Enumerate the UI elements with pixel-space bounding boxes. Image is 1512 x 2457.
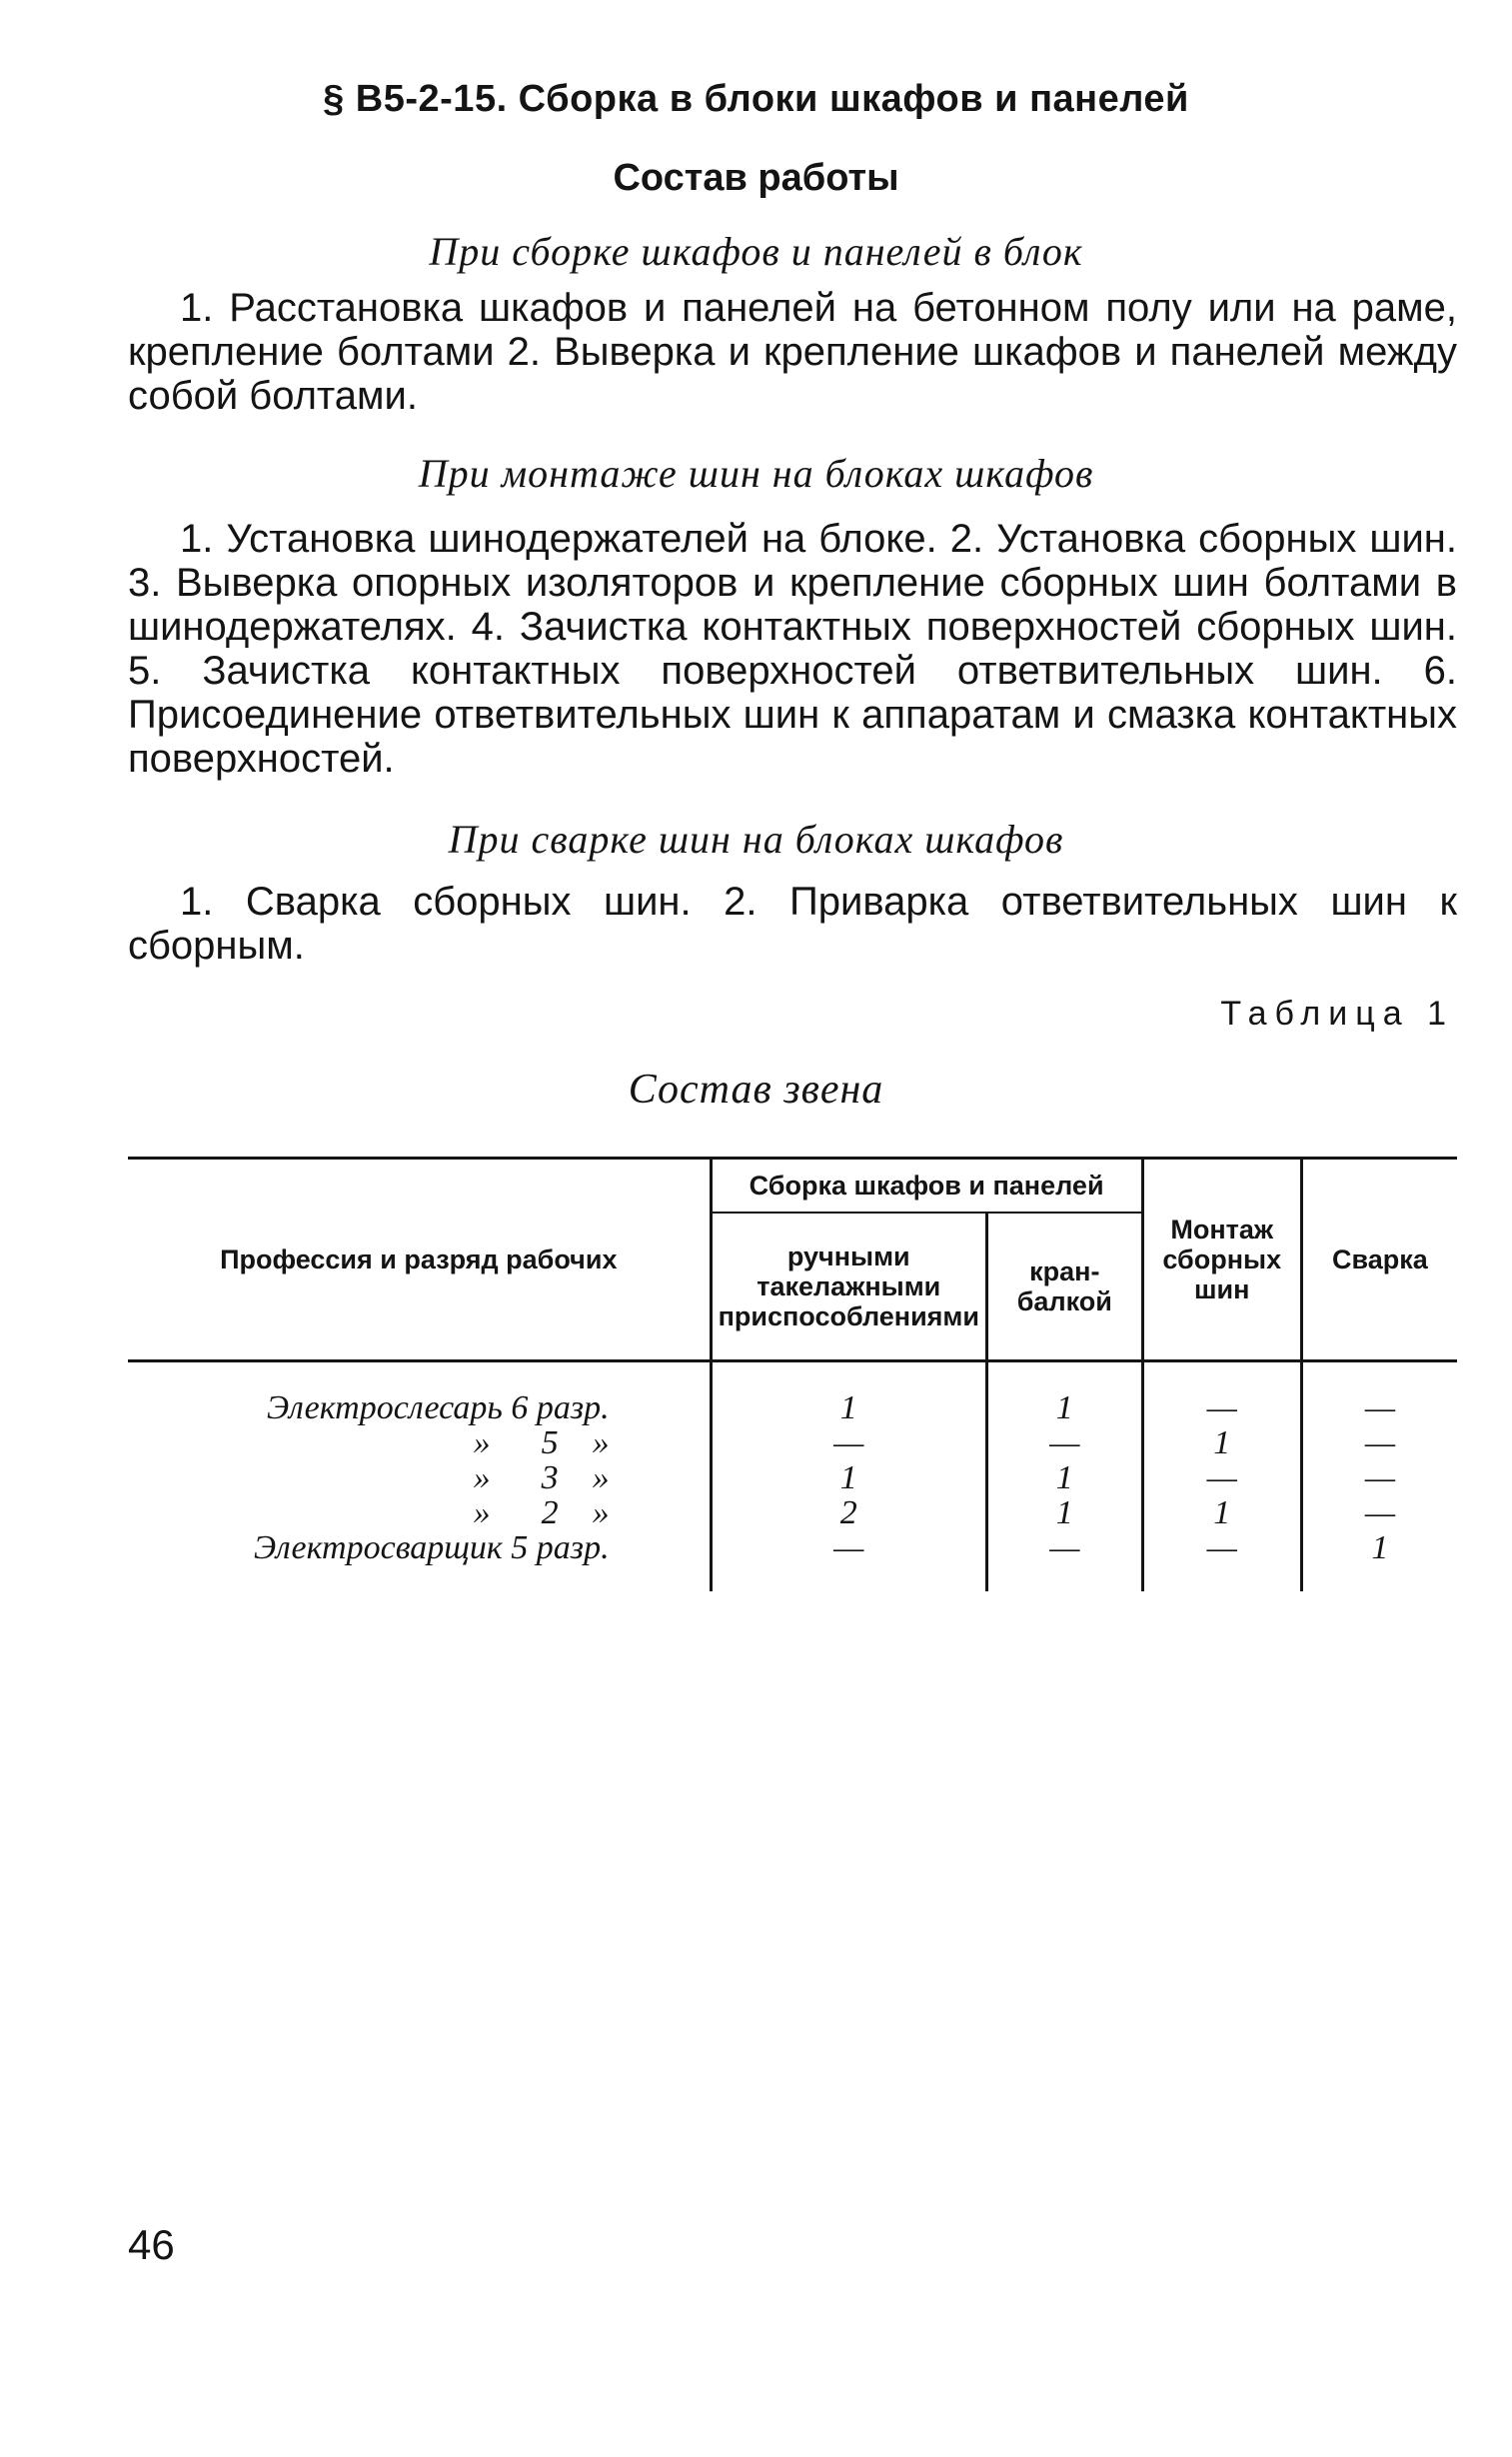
cell-welding: — — [1301, 1361, 1457, 1426]
header-bus-mounting: Монтаж сборных шин — [1142, 1159, 1301, 1361]
row-profession: » 5 » — [473, 1424, 610, 1461]
cell-crane: 1 — [986, 1460, 1142, 1495]
table-row — [128, 1460, 1457, 1495]
page-number: 46 — [128, 2221, 175, 2268]
subtitle-assembly: При сборке шкафов и панелей в блок — [429, 229, 1083, 274]
table-caption: Состав звена — [628, 1067, 884, 1113]
header-profession: Профессия и разряд рабочих — [128, 1159, 711, 1361]
cell-crane: — — [986, 1530, 1142, 1591]
header-assembly-group: Сборка шкафов и панелей — [711, 1159, 1142, 1214]
cell-welding: — — [1301, 1495, 1457, 1530]
table-row — [128, 1495, 1457, 1530]
paragraph-bus-mounting: 1. Установка шинодержателей на блоке. 2. Установка сборных шин. 3. Выверка опорных изоляторов и крепление сборных шин болтами в шинодержателях. 4. Зачистка контактных поверхностей сборных шин. 5. Зачистка контактных поверхностей ответвительных шин. 6. Присоединение ответвительных шин к аппаратам и смазка контактных поверхностей. — [128, 517, 1457, 781]
subtitle-bus-mounting: При монтаже шин на блоках шкафов — [418, 451, 1094, 496]
section-title: § В5-2-15. Сборка в блоки шкафов и панелей — [323, 78, 1189, 120]
row-profession: Электросварщик 5 разр. — [253, 1529, 610, 1566]
header-welding: Сварка — [1301, 1159, 1457, 1361]
work-title: Состав работы — [613, 157, 899, 199]
table-row — [128, 1361, 1457, 1426]
cell-welding: 1 — [1301, 1530, 1457, 1591]
crew-table — [128, 1157, 1457, 1591]
table-label: Таблица 1 — [1220, 995, 1454, 1033]
header-crane-beam: кран-балкой — [986, 1213, 1142, 1361]
subtitle-welding: При сварке шин на блоках шкафов — [448, 817, 1064, 862]
row-profession: Электрослесарь 6 разр. — [266, 1389, 610, 1426]
cell-manual: 1 — [711, 1361, 986, 1426]
cell-crane: 1 — [986, 1495, 1142, 1530]
cell-bus: 1 — [1142, 1495, 1301, 1530]
row-profession: » 2 » — [473, 1494, 610, 1531]
paragraph-assembly: 1. Расстановка шкафов и панелей на бетонном полу или на раме, крепление болтами 2. Выверка и крепление шкафов и панелей между собой болтами. — [128, 286, 1457, 418]
cell-crane: 1 — [986, 1361, 1142, 1426]
cell-manual: — — [711, 1425, 986, 1460]
row-profession: » 3 » — [473, 1459, 610, 1496]
cell-welding: — — [1301, 1425, 1457, 1460]
cell-bus: — — [1142, 1530, 1301, 1591]
cell-crane: — — [986, 1425, 1142, 1460]
cell-bus: — — [1142, 1361, 1301, 1426]
cell-manual: 2 — [711, 1495, 986, 1530]
table-row — [128, 1530, 1457, 1591]
cell-manual: 1 — [711, 1460, 986, 1495]
cell-bus: 1 — [1142, 1425, 1301, 1460]
cell-bus: — — [1142, 1460, 1301, 1495]
paragraph-welding: 1. Сварка сборных шин. 2. Приварка ответвительных шин к сборным. — [128, 880, 1457, 968]
cell-manual: — — [711, 1530, 986, 1591]
header-manual-tools: ручными такелажными приспособлениями — [711, 1213, 986, 1361]
cell-welding: — — [1301, 1460, 1457, 1495]
table-row — [128, 1425, 1457, 1460]
